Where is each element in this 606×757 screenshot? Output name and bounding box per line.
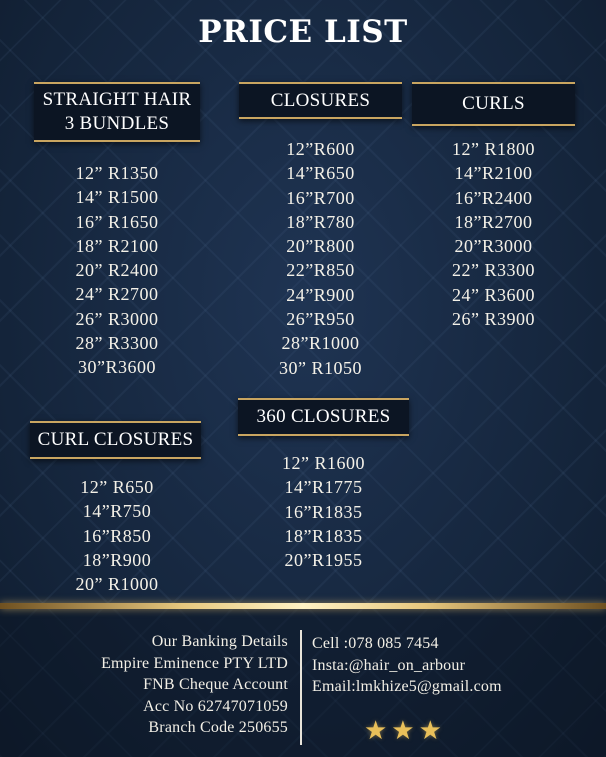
- straight-hair-header-line1: STRAIGHT HAIR: [42, 89, 192, 110]
- curls-price-list: [412, 137, 575, 331]
- list-item: 20”R1955: [284, 550, 363, 571]
- list-item: 12”R600: [286, 139, 355, 159]
- cell-number: Cell :078 085 7454: [312, 635, 439, 652]
- closures-header: CLOSURES: [239, 82, 402, 119]
- list-item: 20” R1000: [75, 574, 159, 595]
- 360-closures-header: 360 CLOSURES: [238, 398, 409, 436]
- list-item: 12” R1800: [452, 139, 535, 159]
- instagram-handle: Insta:@hair_on_arbour: [312, 656, 466, 674]
- closures-price-list: [239, 137, 402, 380]
- banking-details: [101, 631, 288, 739]
- branch-code: Branch Code 250655: [148, 719, 288, 736]
- list-item: 16”R850: [82, 525, 152, 546]
- page-title: PRICE LIST: [198, 14, 408, 50]
- list-item: 20”R3000: [454, 236, 533, 257]
- list-item: 24” R2700: [75, 284, 159, 305]
- list-item: 22”R850: [286, 260, 355, 281]
- list-item: 24”R900: [286, 284, 355, 305]
- contact-details: [312, 633, 502, 698]
- list-item: 16” R1650: [75, 211, 159, 232]
- straight-hair-header: [34, 82, 200, 142]
- list-item: 18”R2700: [454, 211, 533, 232]
- list-item: 26” R3900: [452, 309, 535, 330]
- list-item: 18”R900: [82, 549, 152, 570]
- list-item: 16”R2400: [454, 187, 533, 208]
- account-type: FNB Cheque Account: [143, 676, 288, 693]
- list-item: 28”R1000: [281, 333, 360, 354]
- star-rating-icon: ★★★: [364, 716, 446, 746]
- list-item: 16”R700: [286, 187, 355, 208]
- curls-header: CURLS: [412, 82, 575, 126]
- list-item: 14”R650: [286, 163, 355, 184]
- straight-hair-price-list: [34, 161, 200, 380]
- list-item: 24” R3600: [452, 284, 535, 305]
- email-address: Email:lmkhize5@gmail.com: [312, 678, 502, 695]
- 360-closures-price-list: [238, 451, 409, 572]
- list-item: 16”R1835: [284, 501, 363, 522]
- list-item: 12” R1350: [75, 163, 159, 183]
- gold-divider-line: [0, 603, 606, 609]
- account-number: Acc No 62747071059: [143, 697, 288, 715]
- list-item: 14” R1500: [75, 187, 159, 208]
- list-item: 18”R1835: [284, 525, 363, 546]
- list-item: 18”R780: [286, 211, 355, 232]
- list-item: 14”R750: [82, 501, 152, 522]
- curl-closures-price-list: [34, 475, 200, 596]
- footer-vertical-divider: [300, 630, 302, 745]
- list-item: 30”R3600: [78, 357, 156, 378]
- list-item: 28” R3300: [75, 333, 159, 354]
- list-item: 20” R2400: [75, 260, 159, 281]
- list-item: 20”R800: [286, 236, 355, 257]
- footer-panel: [0, 609, 606, 757]
- list-item: 14”R1775: [284, 477, 363, 498]
- list-item: 18” R2100: [75, 235, 159, 256]
- straight-hair-header-line2: 3 BUNDLES: [64, 113, 170, 134]
- list-item: 22” R3300: [452, 260, 535, 281]
- list-item: 14”R2100: [454, 163, 533, 184]
- list-item: 12” R1600: [282, 453, 365, 473]
- list-item: 26” R3000: [75, 308, 159, 329]
- list-item: 30” R1050: [279, 357, 362, 378]
- banking-heading: Our Banking Details: [151, 633, 288, 650]
- company-name: Empire Eminence PTY LTD: [101, 654, 288, 672]
- list-item: 26”R950: [286, 309, 355, 330]
- list-item: 12” R650: [80, 477, 154, 497]
- curl-closures-header: CURL CLOSURES: [30, 421, 201, 459]
